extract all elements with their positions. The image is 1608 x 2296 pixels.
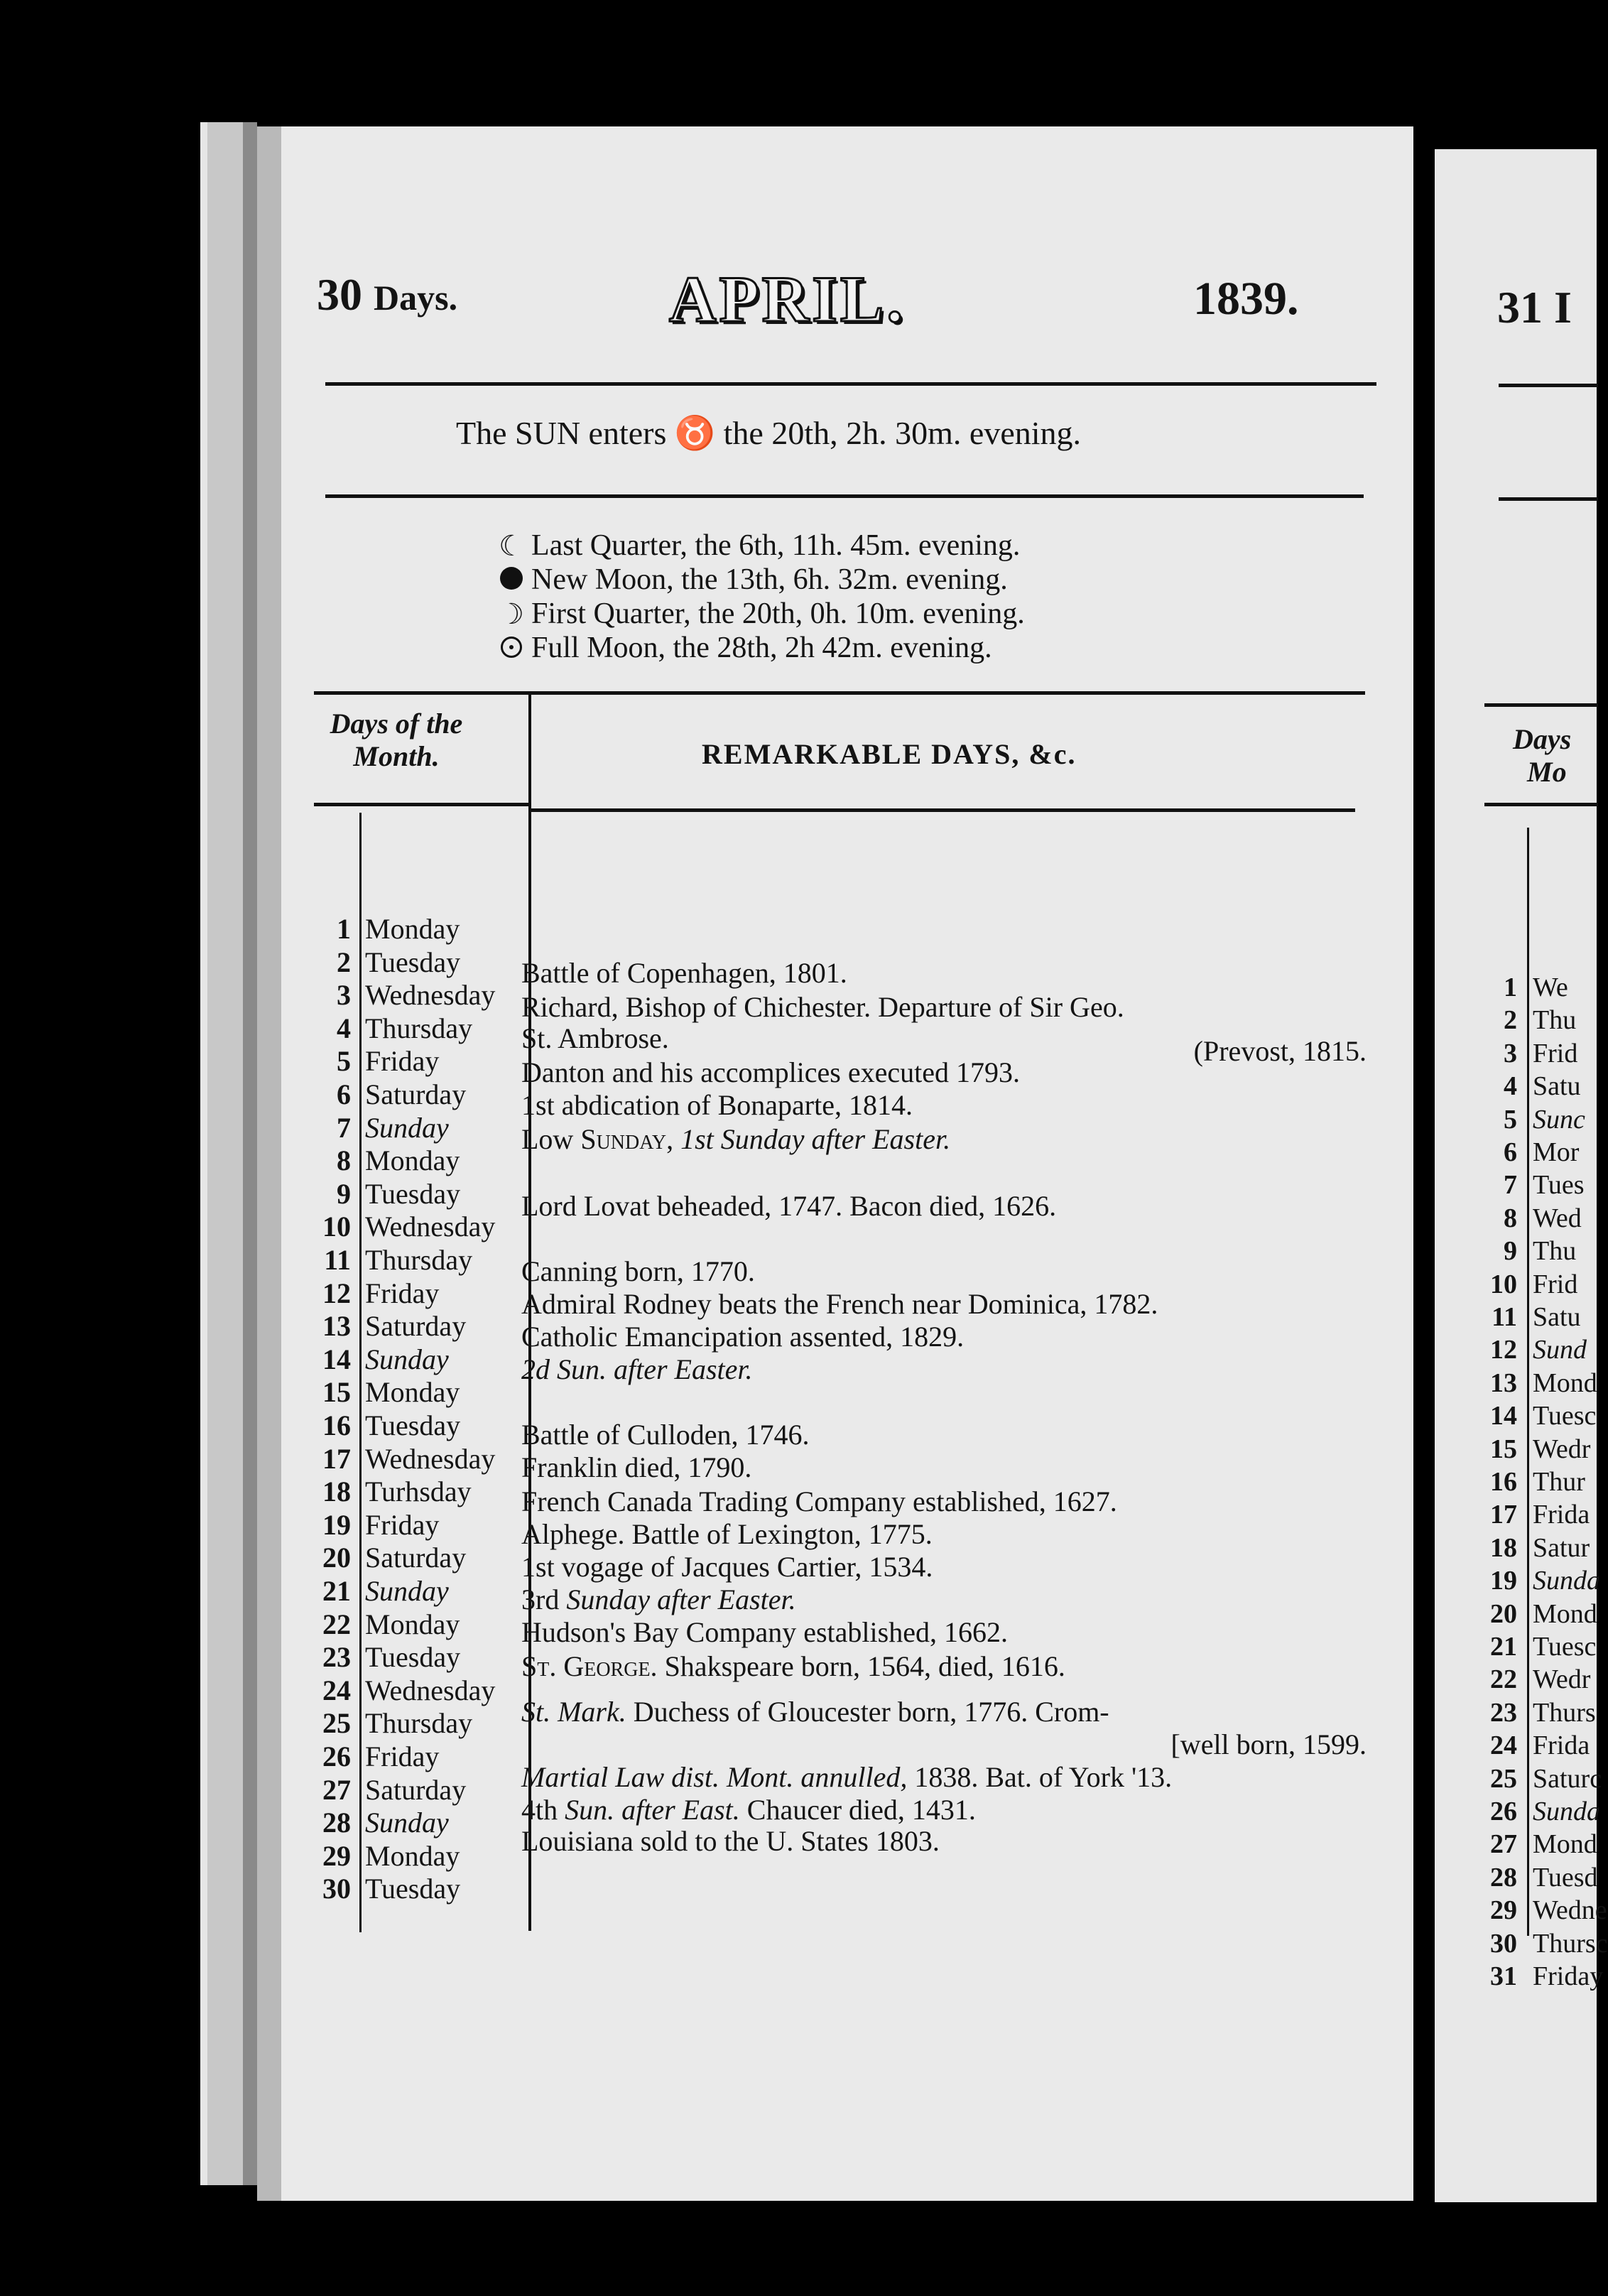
event-text: St. George. (521, 1650, 658, 1682)
event-text: Admiral Rodney beats the French near Dominica, 1782. (521, 1288, 1158, 1320)
next-page-day-name: Mond (1533, 1829, 1597, 1860)
rule-top (325, 382, 1376, 386)
day-name: Thursday (365, 1707, 473, 1740)
event-text: St. Ambrose. (521, 1022, 669, 1054)
day-number-divider (359, 813, 362, 1932)
event-text: Battle of Culloden, 1746. (521, 1419, 810, 1451)
remarkable-event (521, 1122, 950, 1156)
days-count-heading (317, 269, 457, 321)
event-text: Shakspeare born, 1564, died, 1616. (657, 1650, 1065, 1682)
next-page-day-name: Thur (1533, 1467, 1585, 1497)
year: 1839. (1193, 273, 1299, 325)
moon-phase-row (491, 597, 1025, 631)
event-text: 1838. Bat. of York '13. (907, 1761, 1173, 1793)
next-page-day-number: 28 (1490, 1862, 1517, 1892)
day-name: Wednesday (365, 1211, 496, 1243)
day-name: Wednesday (365, 1442, 496, 1475)
remarkable-event (521, 1650, 1065, 1683)
day-name: Tuesday (365, 1641, 461, 1674)
day-name: Turhsday (365, 1475, 472, 1508)
event-text (673, 1123, 680, 1155)
event-text: Battle of Copenhagen, 1801. (521, 957, 847, 989)
next-page-day-number: 12 (1490, 1335, 1517, 1365)
last-quarter-icon: ☾ (499, 529, 524, 562)
event-text: Alphege. Battle of Lexington, 1775. (521, 1518, 933, 1550)
next-page-day-number: 1 (1504, 973, 1517, 1002)
moon-phase-text: Last Quarter, the 6th, 11h. 45m. evening. (531, 529, 1021, 562)
remarkable-event (521, 1088, 913, 1122)
next-page-day-name: Tues (1533, 1170, 1585, 1201)
remarkable-event (521, 1583, 796, 1616)
next-page-day-name: Frida (1533, 1500, 1590, 1530)
remarkable-event (521, 1695, 1109, 1728)
next-page-day-name: Satur (1533, 1532, 1590, 1563)
next-page-day-name: Mor (1533, 1137, 1580, 1167)
day-name: Saturday (365, 1078, 467, 1110)
day-name: Friday (365, 1277, 440, 1309)
days-word: Days. (374, 278, 458, 318)
binding-shadow (257, 126, 281, 2201)
next-page-day-name: Thu (1533, 1236, 1577, 1267)
day-number: 25 (322, 1707, 351, 1740)
days-of-month-header: Days of the Month. (330, 708, 463, 772)
next-page-day-name: Wedr (1533, 1434, 1591, 1464)
event-text: 2d Sun. after Easter. (521, 1353, 753, 1385)
event-text: Sunday, (580, 1123, 674, 1155)
day-number: 2 (337, 946, 351, 978)
event-text: Lord Lovat beheaded, 1747. Bacon died, 1626. (521, 1190, 1057, 1222)
next-page-day-number: 19 (1490, 1566, 1517, 1596)
day-name: Monday (365, 1376, 460, 1409)
next-page-day-number: 31 (1490, 1961, 1517, 1991)
next-page-day-number: 14 (1490, 1401, 1517, 1431)
rule-mid (325, 494, 1364, 498)
next-page-day-number: 25 (1490, 1763, 1517, 1794)
remarkable-event (1170, 1728, 1367, 1761)
day-number: 12 (322, 1277, 351, 1309)
day-number: 8 (337, 1144, 351, 1177)
next-page-day-name: Satu (1533, 1302, 1581, 1332)
next-page-day-name: Frid (1533, 1038, 1578, 1068)
next-page-rule-1 (1499, 384, 1598, 387)
day-number: 5 (337, 1045, 351, 1078)
remarkable-event (521, 1760, 1172, 1794)
next-page-days-header: Days Mo (1513, 723, 1572, 788)
remarkable-event (521, 1793, 976, 1826)
day-number: 15 (322, 1376, 351, 1409)
event-text: Martial Law dist. Mont. annulled, (521, 1761, 908, 1793)
day-number: 4 (337, 1012, 351, 1044)
remarkable-days-header: REMARKABLE DAYS, &c. (702, 738, 1077, 770)
next-page-day-name: Friday (1533, 1961, 1604, 1991)
next-page-rule-4 (1484, 803, 1598, 806)
moon-phase-row (491, 631, 992, 665)
month-title: APRIL. (669, 263, 906, 335)
remarkable-event (521, 1485, 1117, 1518)
next-page-day-name: Tuesc (1533, 1401, 1597, 1431)
day-name: Sunday (365, 1343, 449, 1375)
day-name: Friday (365, 1740, 440, 1772)
next-page-day-name: Wedr (1533, 1664, 1591, 1695)
remarkable-event (521, 1517, 933, 1551)
next-page-day-number: 24 (1490, 1731, 1517, 1761)
day-number: 28 (322, 1807, 351, 1839)
almanac-page (257, 126, 1413, 2201)
next-page-day-name: Frida (1533, 1731, 1590, 1761)
next-page-day-number: 20 (1490, 1598, 1517, 1629)
day-name: Tuesday (365, 946, 461, 978)
day-number: 24 (322, 1674, 351, 1706)
next-page-day-number: 13 (1490, 1368, 1517, 1398)
day-number: 29 (322, 1839, 351, 1872)
next-page-day-name: We (1533, 973, 1568, 1002)
day-name: Wednesday (365, 979, 496, 1012)
day-name: Sunday (365, 1807, 449, 1839)
event-text: French Canada Trading Company established, 1627. (521, 1485, 1117, 1517)
day-number: 23 (322, 1641, 351, 1674)
next-page-day-number: 21 (1490, 1632, 1517, 1662)
next-page-day-number: 29 (1490, 1895, 1517, 1926)
day-number: 9 (337, 1177, 351, 1210)
next-page-day-name: Saturc (1533, 1763, 1602, 1794)
next-page-day-number: 9 (1504, 1236, 1517, 1267)
day-number: 16 (322, 1409, 351, 1441)
next-page-day-number: 27 (1490, 1829, 1517, 1860)
rule-remarkable-header (531, 808, 1355, 812)
day-name: Tuesday (365, 1409, 461, 1441)
next-page-day-number: 2 (1504, 1005, 1517, 1036)
event-text: Danton and his accomplices executed 1793. (521, 1056, 1020, 1088)
remarkable-event (521, 1451, 751, 1484)
day-number: 30 (322, 1873, 351, 1905)
next-page-day-number: 15 (1490, 1434, 1517, 1464)
moon-phase-text: Full Moon, the 28th, 2h 42m. evening. (531, 632, 992, 664)
moon-phase-row (491, 563, 1008, 597)
next-page-day-name: Sunc (1533, 1104, 1585, 1135)
new-moon-icon (491, 563, 531, 597)
day-number: 3 (337, 979, 351, 1012)
event-text: 3rd (521, 1583, 567, 1615)
next-page-day-name: Thurs (1533, 1697, 1596, 1728)
remarkable-event (521, 1615, 1008, 1649)
next-page-day-name: Mond (1533, 1368, 1597, 1398)
day-number: 22 (322, 1608, 351, 1640)
next-page-day-number: 16 (1490, 1467, 1517, 1497)
day-name: Saturday (365, 1542, 467, 1574)
next-page-day-name: Tuesc (1533, 1632, 1597, 1662)
day-name: Saturday (365, 1310, 467, 1343)
next-page-day-number: 6 (1504, 1137, 1517, 1167)
rule-days-header (314, 803, 528, 806)
remarkable-event (521, 1056, 1020, 1089)
day-number: 10 (322, 1211, 351, 1243)
event-text: Low (521, 1123, 581, 1155)
next-page-day-number: 23 (1490, 1697, 1517, 1728)
day-number: 26 (322, 1740, 351, 1772)
event-text: Louisiana sold to the U. States 1803. (521, 1825, 940, 1857)
next-page-rule-2 (1499, 497, 1598, 501)
day-name: Wednesday (365, 1674, 496, 1706)
remarkable-event (521, 1320, 964, 1353)
event-text: Sunday after Easter. (566, 1583, 796, 1615)
day-number: 6 (337, 1078, 351, 1110)
event-text: (Prevost, 1815. (1193, 1035, 1367, 1067)
next-page-day-number: 18 (1490, 1532, 1517, 1563)
remarkable-event (521, 1189, 1056, 1223)
remarkable-event (521, 1353, 753, 1386)
first-quarter-icon: ☽ (499, 597, 524, 630)
next-page-day-number: 10 (1490, 1269, 1517, 1299)
event-text: Richard, Bishop of Chichester. Departure of Sir Geo. (521, 991, 1124, 1023)
event-text: 4th (521, 1794, 565, 1826)
next-page-day-name: Thu (1533, 1005, 1577, 1036)
next-page-day-number: 7 (1504, 1170, 1517, 1201)
day-number: 7 (337, 1111, 351, 1144)
event-text: 1st abdication of Bonaparte, 1814. (521, 1089, 913, 1121)
next-page-day-name: Sunda (1533, 1797, 1600, 1826)
next-page-day-name: Sund (1533, 1335, 1587, 1365)
day-number: 13 (322, 1310, 351, 1343)
event-text: Catholic Emancipation assented, 1829. (521, 1321, 965, 1353)
day-name: Sunday (365, 1111, 449, 1144)
remarkable-event (521, 1824, 940, 1858)
next-page-rule-3 (1484, 703, 1598, 707)
next-page-day-name: Tuesd (1533, 1862, 1598, 1892)
day-number: 20 (322, 1542, 351, 1574)
next-page-day-number: 26 (1490, 1797, 1517, 1826)
day-name: Thursday (365, 1244, 473, 1276)
next-page-day-name: Thursc (1533, 1928, 1608, 1959)
remarkable-event (521, 1550, 933, 1583)
day-name: Monday (365, 1839, 460, 1872)
next-page-day-number: 30 (1490, 1928, 1517, 1959)
event-text: 1st Sunday after Easter. (680, 1123, 951, 1155)
remarkable-event (521, 1418, 810, 1451)
day-number: 19 (322, 1508, 351, 1541)
day-name: Friday (365, 1508, 440, 1541)
day-number: 14 (322, 1343, 351, 1375)
remarkable-event (521, 990, 1124, 1024)
day-number: 21 (322, 1575, 351, 1607)
event-text: St. Mark. (521, 1696, 626, 1728)
book-gutter (1413, 142, 1435, 2202)
day-name: Sunday (365, 1575, 449, 1607)
remarkable-event (1194, 1034, 1367, 1068)
event-text: Sun. after East. (565, 1794, 740, 1826)
event-text: Chaucer died, 1431. (739, 1794, 976, 1826)
next-page-day-name: Mond (1533, 1598, 1597, 1629)
event-text: Duchess of Gloucester born, 1776. Crom- (626, 1696, 1109, 1728)
day-name: Monday (365, 913, 460, 945)
remarkable-event (521, 956, 847, 990)
next-page-day-name: Satu (1533, 1071, 1581, 1102)
next-page-day-name: Wed (1533, 1203, 1582, 1233)
event-text: Franklin died, 1790. (521, 1451, 752, 1483)
full-moon-icon (491, 632, 531, 665)
next-page-day-name: Wedne (1533, 1895, 1607, 1926)
next-page-day-number: 11 (1492, 1302, 1517, 1332)
remarkable-event (521, 1022, 669, 1055)
next-page-day-number: 22 (1490, 1664, 1517, 1695)
day-name: Tuesday (365, 1177, 461, 1210)
rule-table-top (314, 691, 1365, 695)
days-count: 30 (317, 269, 362, 320)
moon-phase-text: First Quarter, the 20th, 0h. 10m. evening. (531, 597, 1025, 630)
day-name: Thursday (365, 1012, 473, 1044)
event-text: [well born, 1599. (1170, 1728, 1367, 1760)
next-page-header: 31 I (1497, 282, 1572, 332)
next-page-divider (1527, 828, 1529, 1936)
next-page-day-name: Frid (1533, 1269, 1578, 1299)
next-page-fragment (1435, 149, 1608, 2202)
moon-phase-text: New Moon, the 13th, 6h. 32m. evening. (531, 563, 1008, 596)
moon-phase-row (491, 529, 1020, 563)
day-number: 1 (337, 913, 351, 945)
next-page-day-number: 3 (1504, 1038, 1517, 1068)
day-number: 18 (322, 1475, 351, 1508)
day-number: 11 (324, 1244, 351, 1276)
day-number: 27 (322, 1773, 351, 1806)
day-name: Friday (365, 1045, 440, 1078)
next-page-day-number: 5 (1504, 1104, 1517, 1135)
remarkable-event (521, 1255, 755, 1288)
day-name: Tuesday (365, 1873, 461, 1905)
page-edge-stack (200, 122, 257, 2185)
next-page-day-number: 17 (1490, 1500, 1517, 1530)
day-name: Monday (365, 1144, 460, 1177)
day-number: 17 (322, 1442, 351, 1475)
next-page-day-name: Sunda (1533, 1566, 1600, 1596)
event-text: Canning born, 1770. (521, 1255, 755, 1287)
remarkable-event (521, 1287, 1158, 1321)
sun-entry: The SUN enters ♉ the 20th, 2h. 30m. evening. (456, 415, 1082, 451)
day-name: Monday (365, 1608, 460, 1640)
event-text: 1st vogage of Jacques Cartier, 1534. (521, 1551, 933, 1583)
event-text: Hudson's Bay Company established, 1662. (521, 1616, 1008, 1648)
day-name: Saturday (365, 1773, 467, 1806)
next-page-day-number: 8 (1504, 1203, 1517, 1233)
next-page-day-number: 4 (1504, 1071, 1517, 1102)
